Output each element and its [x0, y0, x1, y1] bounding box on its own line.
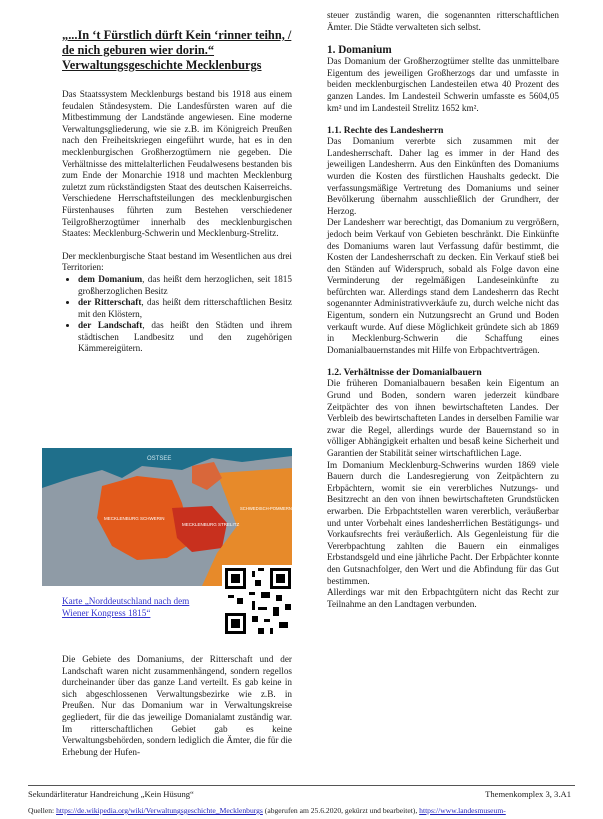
map-label-schwerin: MECKLENBURG SCHWERIN: [104, 516, 165, 521]
footer-right-text: Themenkomplex 3, 3.A1: [485, 789, 571, 799]
bauern-paragraph-1: Die früheren Domanialbauern besaßen kein Eigentum an Grund und Boden, sondern waren jederzeit kündbare Zeitpächter des von ihnen bewirtschafteten Landes. Der Verbleib des bewirtschafteten Landes in derselben Familie war zwar die Regel, allerdings wurde der Bauernstand so in völliger Abhängigkeit erhalten und besaß keine Sicherheit und Garantien der Stabilität seiner wirtschaftlichen Lage.: [327, 378, 559, 458]
list-item: • der Landschaft, das heißt den Städten und ihrem städtischen Landbesitz und den zugehörigen Kämmereigütern.: [78, 320, 292, 355]
document-title: „...In ‘t Fürstlich dürft Kein ‘rinner teihn, / de nich geburen wier dorin.“ Verwaltungsgeschichte Mecklenburgs: [62, 28, 292, 72]
heading-rechte: 1.1. Rechte des Landesherrn: [327, 125, 444, 137]
heading-domanium: 1. Domanium: [327, 44, 392, 57]
sources-note: (abgerufen am 25.6.2020, gekürzt und bearbeitet),: [262, 806, 418, 815]
bauern-paragraph-2: Im Domanium Mecklenburg-Schwerins wurden 1869 viele Bauern durch die Landesregierung von Zeitpächtern zu Erbpächtern, womit sie ein vererbliches Nutzungs- und Besitzrecht an den von ihnen bewirtschafteten Grundstücken erwarben. Die Erbpachtstellen waren vererblich, veräußerbar und unter Vorbehalt eines landesherrlichen Bestätigungs- und Vorkaufsrechts frei veräußerlich. Als Gegenleistung für die Vererbpachtung zahlten die Bauern ein einmaliges Erbstandsgeld und eine jährliche Pacht. Der Erbpächter konnte den Gutsnachfolger, den Wert und die Abfindung für das Gut bestimmen.: [327, 459, 559, 586]
map-label-swedish: SCHWEDISCH-POMMERN: [240, 506, 292, 511]
source-link-wikipedia[interactable]: https://de.wikipedia.org/wiki/Verwaltungsgeschichte_Mecklenburgs: [56, 806, 263, 815]
territories-intro: Der mecklenburgische Staat bestand im Wesentlichen aus drei Territorien:: [62, 250, 292, 273]
territory-list: [62, 274, 292, 355]
rechte-paragraph-2: Der Landesherr war berechtigt, das Domanium zu vergrößern, jedoch beim Verkauf von Gebieten beschränkt. Die Einkünfte des Domaniums waren laut Verfassung dafür bestimmt, die Kosten der Landesherrschaft zu decken. Ein Verkauf stieß bei den Ständen auf Widerspruch, sobald als Folge davon eine Verminderung der regelmäßigen Landeseinkünfte zu befürchten war. Allerdings stand dem Landesherrn das Recht sogenannter Administrativverkäufe zu, durch welche nicht das Eigentum, sondern ein Nutzungsrecht an Grund und Boden verkauft wurde. Auf diese Möglichkeit gründete sich ab 1869 in Mecklenburg-Schwerin die Schaffung eines Domanialbauernstandes mit Hilfe von Erbpachtverträgen.: [327, 217, 559, 355]
footer-left-text: Sekundärliteratur Handreichung „Kein Hüsung“: [28, 789, 194, 799]
list-item: • dem Domanium, das heißt dem herzoglichen, seit 1815 großherzoglichen Besitz: [78, 274, 292, 297]
sources-label: Quellen:: [28, 806, 55, 815]
heading-domanialbauern: 1.2. Verhältnisse der Domanialbauern: [327, 367, 482, 379]
qr-code: [222, 565, 294, 637]
map-label-strelitz: MECKLENBURG STRELITZ: [182, 522, 240, 527]
bottom-paragraph: Die Gebiete des Domaniums, der Ritterschaft und der Landschaft waren nicht zusammenhängend, sondern regellos durcheinander über das ganze Land verteilt. Es gab keine in sich abgeschlossenen Verwaltungsbezirke wie z.B. in Preußen. Nur das Domanium war in Verwaltungskreise gegliedert, für die das jeweilige Domanialamt zuständig war. Im ritterschaftlichen Gebiet gab es keine Verwaltungsbehörden, sondern lediglich die Ämter, die für die Erhebung der Hufen-: [62, 654, 292, 757]
left-column-bottom: [62, 654, 292, 758]
sources-line: [28, 806, 588, 815]
rechte-paragraph-1: Das Domanium vererbte sich zusammen mit der Landesherrschaft. Daher lag es immer in der Hand des jeweiligen Landesherrn. Aus den Einkünften des Domaniums wurden die Kosten des fürstlichen Haushalts gedeckt. Die verfassungsmäßige Vertretung des Domaniums und seiner Bevölkerung übernahm ausschließlich der Grundherr, der Herzog.: [327, 136, 559, 216]
bauern-paragraph-3: Allerdings war mit den Erbpachtgütern nicht das Recht zur Teilnahme an den Landtagen verbunden.: [327, 587, 559, 609]
source-link-museum[interactable]: https://www.landesmuseum-: [419, 806, 506, 815]
left-column: [62, 89, 292, 355]
list-item: • der Ritterschaft, das heißt dem ritterschaftlichen Besitz mit den Klöstern,: [78, 297, 292, 320]
intro-paragraph: Das Staatssystem Mecklenburgs bestand bis 1918 aus einem feudalen Ständesystem. Die Landesfürsten waren auf die Mitbestimmung der Landstände angewiesen. Eine moderne Verwaltungsgliederung, wie sie z.B. im Königreich Preußen nach den Freiheitskriegen eingeführt wurde, hat es in den mecklenburgischen Großherzogtümern nie gegeben. Die Verhältnisse des mittelalterlichen Feudalwesens bestanden bis zum Ende der Monarchie 1918 und machten Mecklenburg zuletzt zum rückständigsten Staat des deutschen Kaiserreichs. Verschiedene Herrschaftsteilungen des mecklenburgischen Fürstenhauses führten zum Bestehen verschiedener Teilgroßherzogtümer innerhalb des mecklenburgischen Staates: Mecklenburg-Schwerin und Mecklenburg-Strelitz.: [62, 89, 292, 239]
domanium-paragraph: Das Domanium der Großherzogtümer stellte das unmittelbare Eigentum des jeweiligen Großherzogs dar und umfasste in beiden mecklenburgischen Landesteilen etwa 40 Prozent des ganzen Landes. Im Landesteil Schwerin umfasste es 5604,05 km² und im Landesteil Strelitz 1652 km².: [327, 56, 559, 113]
continuation-paragraph: steuer zuständig waren, die sogenannten ritterschaftlichen Ämter. Die Städte verwalteten sich selbst.: [327, 10, 559, 32]
map-caption-link[interactable]: Karte „Norddeutschland nach dem Wiener Kongress 1815“: [62, 596, 190, 618]
footer-divider: [28, 785, 575, 786]
map-label-sea: OSTSEE: [147, 456, 172, 462]
right-column: [327, 10, 559, 610]
